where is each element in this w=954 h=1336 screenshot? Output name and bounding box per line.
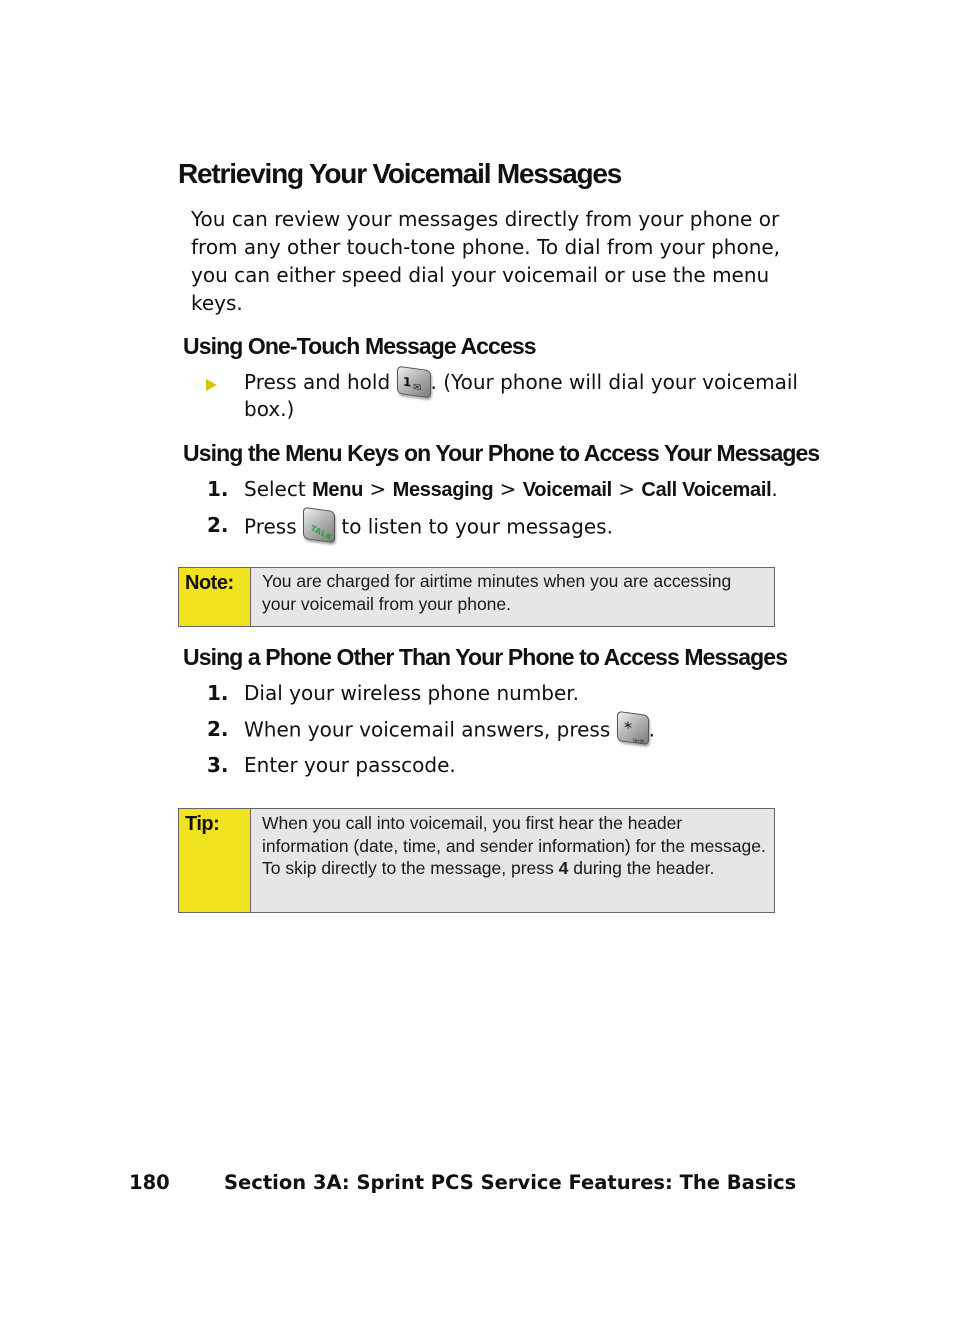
page-number: 180	[129, 1171, 170, 1194]
menu-item-voicemail: Voicemail	[522, 479, 612, 501]
note-label: Note:	[179, 568, 251, 626]
note-text: You are charged for airtime minutes when you are accessing your voicemail from your phone.	[262, 571, 732, 614]
press-star-step: When your voicemail answers, press * Shift .	[244, 716, 655, 746]
one-touch-instruction: Press and hold 1 ✉ . (Your phone will dial your voicemail	[244, 369, 798, 398]
talk-key-icon: TALK	[303, 507, 335, 543]
section-heading-other-phone: Using a Phone Other Than Your Phone to Access Messages	[183, 644, 788, 670]
press-talk-step: Press TALK to listen to your messages.	[244, 512, 613, 544]
section-heading-menu-keys: Using the Menu Keys on Your Phone to Access Your Messages	[183, 440, 820, 466]
one-touch-instruction-cont: box.)	[244, 397, 295, 421]
footer-section-title: Section 3A: Sprint PCS Service Features: The Basics	[224, 1171, 797, 1194]
tip-text: When you call into voicemail, you first hear the header information (date, time, and sender information) for the message. To skip directly to the message, press 4 during the header.	[262, 813, 766, 879]
step-number: 1.	[207, 681, 229, 705]
page-title: Retrieving Your Voicemail Messages	[178, 158, 622, 189]
note-box	[178, 567, 775, 627]
tip-box	[178, 808, 775, 913]
menu-item-messaging: Messaging	[392, 479, 494, 501]
tip-label: Tip:	[179, 809, 251, 912]
step-number: 1.	[207, 477, 229, 501]
menu-item-menu: Menu	[312, 479, 364, 501]
one-voicemail-key-icon: 1 ✉	[397, 365, 431, 398]
step-number: 3.	[207, 753, 229, 777]
section-heading-one-touch: Using One-Touch Message Access	[183, 333, 536, 359]
enter-passcode-step: Enter your passcode.	[244, 753, 456, 777]
menu-path-step: Select Menu > Messaging > Voicemail > Call Voicemail.	[244, 477, 778, 501]
step-number: 2.	[207, 717, 229, 741]
intro-paragraph: You can review your messages directly from your phone or from any other touch-tone phone. To dial from your phone, you can either speed dial your voicemail or use the menu keys.	[191, 207, 781, 315]
star-shift-key-icon: * Shift	[617, 711, 649, 745]
bullet-arrow-icon	[206, 379, 217, 391]
dial-number-step: Dial your wireless phone number.	[244, 681, 580, 705]
menu-item-call-voicemail: Call Voicemail	[641, 479, 772, 501]
key-4-label: 4	[558, 858, 569, 879]
step-number: 2.	[207, 513, 229, 537]
